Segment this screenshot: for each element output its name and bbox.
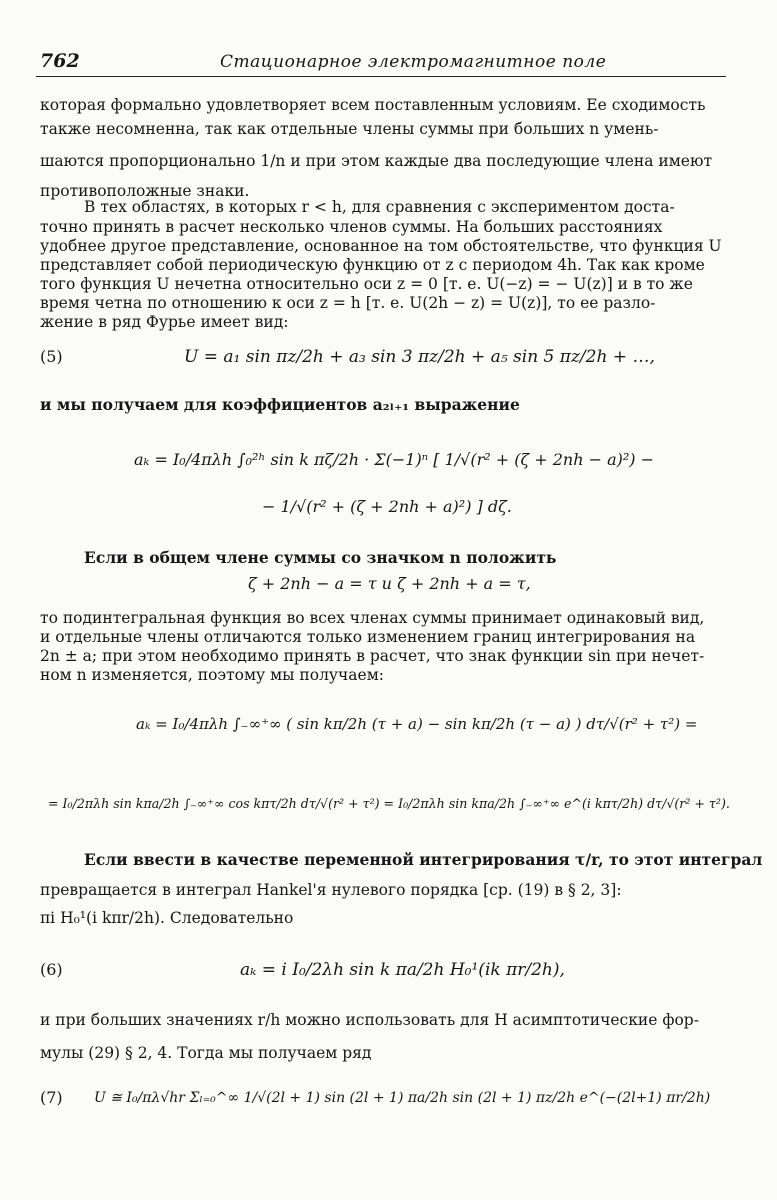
equation-label: (7) — [40, 1088, 63, 1107]
substitution: ζ + 2nh − a = τ и ζ + 2nh + a = τ, — [248, 574, 531, 593]
running-title: Стационарное электромагнитное поле — [220, 52, 607, 72]
text-line: 2n ± a; при этом необходимо принять в расчет, что знак функции sin при нечет- — [40, 647, 705, 665]
text-line: точно принять в расчет несколько членов суммы. На больших расстояниях — [40, 218, 663, 236]
equation-label: (6) — [40, 960, 63, 979]
text-line: жение в ряд Фурье имеет вид: — [40, 313, 289, 331]
text-line: В тех областях, в которых r < h, для сравнения с экспериментом доста- — [84, 198, 675, 216]
text-line: шаются пропорционально 1/n и при этом каждые два последующие члена имеют — [40, 152, 713, 170]
text-line: Если в общем члене суммы со значком n положить — [84, 548, 557, 567]
text-line: которая формально удовлетворяет всем поставленным условиям. Ее сходимость — [40, 96, 706, 114]
text-line: ном n изменяется, поэтому мы получаем: — [40, 666, 384, 684]
text-line: и отдельные члены отличаются только изменением границ интегрирования на — [40, 628, 696, 646]
equation-5: U = a₁ sin πz/2h + a₃ sin 3 πz/2h + a₅ sin 5 πz/2h + …, — [184, 347, 655, 367]
text-line: противоположные знаки. — [40, 182, 250, 200]
text-line: удобнее другое представление, основанное на том обстоятельстве, что функция U — [40, 237, 722, 255]
text-line: превращается в интеграл Hankel'я нулевого порядка [ср. (19) в § 2, 3]: — [40, 881, 622, 899]
equation-ak-line2: − 1/√(r² + (ζ + 2nh + a)²) ] dζ. — [262, 497, 512, 516]
text-line: πi H₀¹(i kπr/2h). Следовательно — [40, 909, 294, 927]
equation-ak-line4: = I₀/2πλh sin kπa/2h ∫₋∞⁺∞ cos kπτ/2h dτ/√(r² + τ²) = I₀/2πλh sin kπa/2h ∫₋∞⁺∞ e^(i kπτ/2h) dτ/√(r² + τ²). — [48, 796, 730, 811]
text-line: Если ввести в качестве переменной интегрирования τ/r, то этот интеграл — [84, 850, 763, 869]
text-line: мулы (29) § 2, 4. Тогда мы получаем ряд — [40, 1044, 372, 1062]
text-line: то подинтегральная функция во всех членах суммы принимает одинаковый вид, — [40, 609, 705, 627]
text-line: также несомненна, так как отдельные члены суммы при больших n умень- — [40, 120, 659, 138]
equation-7: U ≅ I₀/πλ√hr Σₗ₌₀^∞ 1/√(2l + 1) sin (2l + 1) πa/2h sin (2l + 1) πz/2h e^(−(2l+1) πr/2h) — [94, 1090, 711, 1106]
equation-ak-line1: aₖ = I₀/4πλh ∫₀²ʰ sin k πζ/2h · Σ(−1)ⁿ [ 1/√(r² + (ζ + 2nh − a)²) − — [134, 450, 655, 469]
equation-ak-line3: aₖ = I₀/4πλh ∫₋∞⁺∞ ( sin kπ/2h (τ + a) − sin kπ/2h (τ − a) ) dτ/√(r² + τ²) = — [136, 715, 698, 733]
text-line: того функция U нечетна относительно оси z = 0 [т. е. U(−z) = − U(z)] и в то же — [40, 275, 693, 293]
page-number: 762 — [40, 50, 80, 72]
equation-label: (5) — [40, 347, 63, 366]
header-rule — [36, 76, 726, 77]
equation-6: aₖ = i I₀/2λh sin k πa/2h H₀¹(ik πr/2h), — [240, 960, 565, 980]
text-line: и при больших значениях r/h можно использовать для H асимптотические фор- — [40, 1011, 699, 1029]
text-line: время четна по отношению к оси z = h [т. е. U(2h − z) = U(z)], то ее разло- — [40, 294, 656, 312]
text-line: и мы получаем для коэффициентов a₂ₗ₊₁ выражение — [40, 395, 520, 414]
text-line: представляет собой периодическую функцию от z с периодом 4h. Так как кроме — [40, 256, 705, 274]
